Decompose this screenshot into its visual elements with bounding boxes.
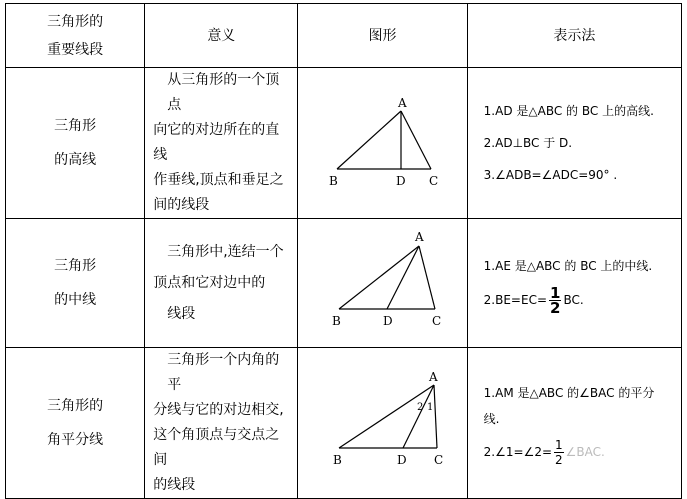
median-name-line2: 的中线 (54, 292, 97, 308)
bisector-label-a: A (428, 370, 438, 384)
median-figure (298, 219, 467, 348)
altitude-meaning-line3: 作垂线,顶点和垂足之 (153, 172, 284, 188)
bisector-notation (467, 348, 681, 499)
altitude-notation-line3: 3.∠ADB=∠ADC=90° . (483, 168, 618, 182)
altitude-meaning-line4: 间的线段 (153, 197, 210, 213)
median-meaning-line2: 顶点和它对边中的 (153, 274, 266, 291)
median-fraction-numerator: 1 (550, 284, 561, 302)
altitude-meaning (145, 68, 298, 219)
row-altitude (6, 68, 682, 219)
median-meaning-line1: 三角形中,连结一个 (167, 243, 284, 260)
header-meaning: 意义 (145, 4, 298, 68)
altitude-label-d: D (395, 174, 406, 188)
altitude-label-a: A (397, 96, 407, 110)
median-meaning (145, 219, 298, 348)
bisector-name (6, 348, 145, 499)
bisector-notation-line1a: 1.AM 是△ABC 的∠BAC 的平分 (483, 385, 655, 400)
bisector-meaning-line3: 这个角顶点与交点之间 (153, 427, 280, 468)
median-notation-line1: 1.AE 是△ABC 的 BC 上的中线. (483, 259, 653, 273)
altitude-notation (467, 68, 681, 219)
bisector-fraction-numerator: 1 (555, 437, 563, 452)
median-notation-line2 (484, 283, 681, 317)
bisector-name-line1: 三角形的 (47, 398, 104, 414)
bisector-triangle-diagram (299, 359, 467, 483)
median-notation-line2-prefix: 2.BE=EC= (483, 293, 548, 307)
bisector-label-b: B (332, 453, 342, 467)
bisector-name-line2: 角平分线 (47, 432, 104, 448)
median-label-b: B (331, 314, 341, 328)
bisector-notation-line2 (484, 438, 681, 467)
median-notation-line2-suffix: BC. (563, 293, 584, 307)
altitude-name (6, 68, 145, 219)
median-name-line1: 三角形 (54, 258, 97, 274)
altitude-notation-line1: 1.AD 是△ABC 的 BC 上的高线. (483, 104, 654, 118)
bisector-notation-line2-suffix: ∠BAC. (565, 444, 605, 459)
altitude-meaning-line2: 向它的对边所在的直线 (153, 122, 280, 163)
median-meaning-line3: 线段 (167, 305, 196, 322)
bisector-label-d: D (396, 453, 407, 467)
header-row (6, 4, 682, 68)
bisector-notation-line2-prefix: 2.∠1=∠2= (483, 444, 553, 459)
header-figure: 图形 (298, 4, 467, 68)
bisector-label-c: C (433, 453, 443, 467)
median-label-d: D (382, 314, 393, 328)
bisector-angle-1-label: 1 (426, 402, 433, 413)
median-triangle-diagram (299, 219, 467, 343)
altitude-label-b: B (328, 174, 338, 188)
altitude-meaning-line1: 从三角形的一个顶点 (167, 72, 280, 113)
line-segments-table (5, 3, 682, 499)
bisector-meaning-line4: 的线段 (153, 477, 196, 493)
altitude-triangle-diagram (299, 79, 467, 203)
median-notation-fraction (549, 286, 561, 315)
bisector-meaning (145, 348, 298, 499)
header-segment-name-line1: 三角形的 (47, 13, 104, 30)
bisector-notation-line1b: 线. (483, 411, 500, 426)
header-segment-name (6, 4, 145, 68)
median-label-a: A (414, 230, 424, 244)
altitude-figure (298, 68, 467, 219)
row-angle-bisector (6, 348, 682, 499)
altitude-notation-line2: 2.AD⊥BC 于 D. (483, 136, 573, 150)
median-notation (467, 219, 681, 348)
bisector-notation-fraction (554, 438, 564, 467)
median-fraction-denominator: 2 (550, 299, 561, 317)
bisector-fraction-denominator: 2 (555, 452, 563, 467)
header-notation: 表示法 (467, 4, 681, 68)
altitude-name-line2: 的高线 (54, 152, 97, 168)
bisector-meaning-line1: 三角形一个内角的平 (167, 352, 280, 393)
median-label-c: C (431, 314, 441, 328)
altitude-label-c: C (428, 174, 438, 188)
median-name (6, 219, 145, 348)
row-median (6, 219, 682, 348)
bisector-figure (298, 348, 467, 499)
altitude-name-line1: 三角形 (54, 118, 97, 134)
bisector-meaning-line2: 分线与它的对边相交, (153, 402, 284, 418)
bisector-angle-2-label: 2 (416, 402, 423, 413)
header-segment-name-line2: 重要线段 (47, 41, 104, 58)
